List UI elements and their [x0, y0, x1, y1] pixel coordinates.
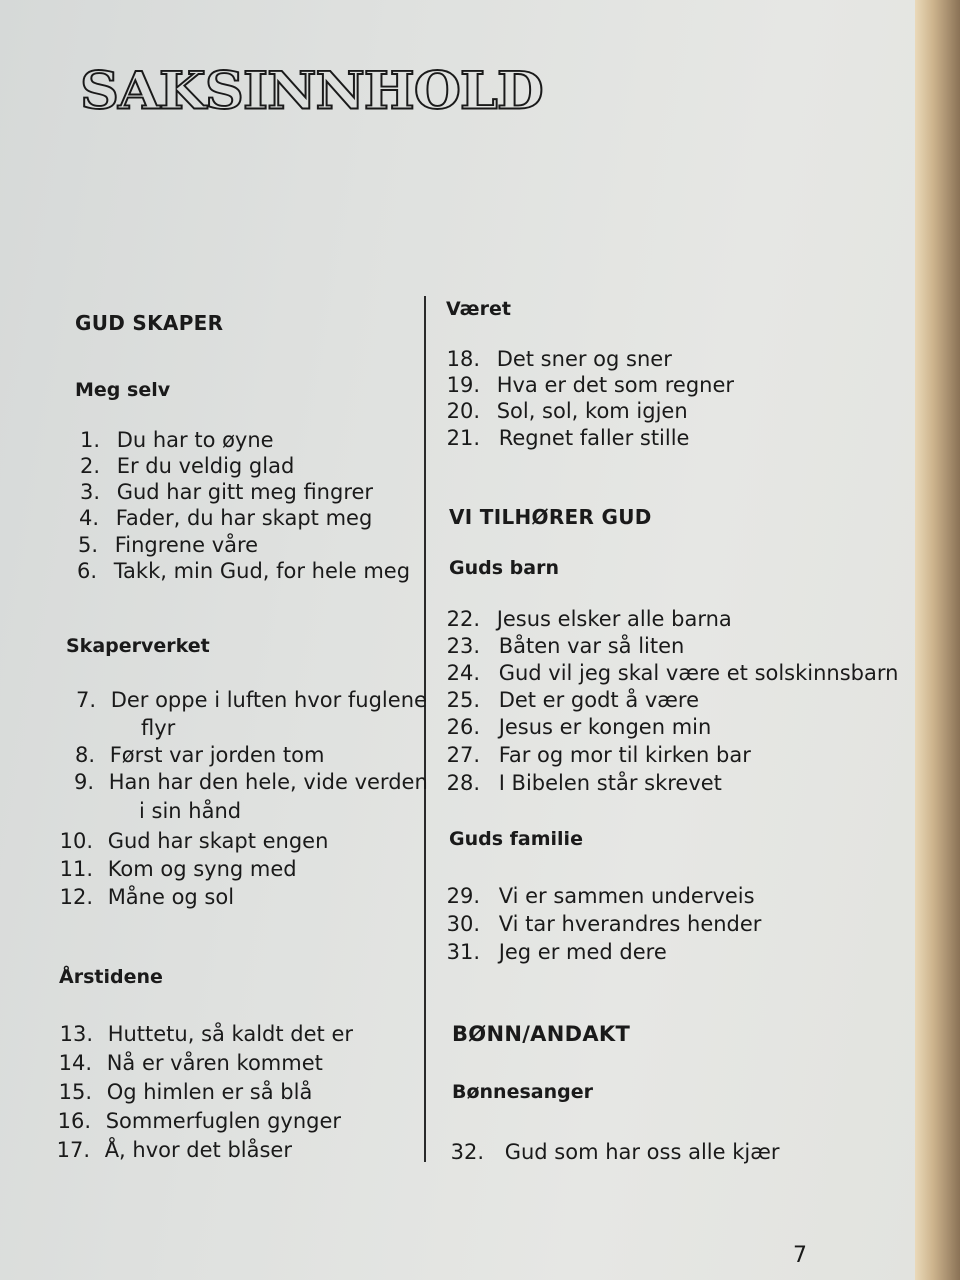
list-item — [446, 770, 722, 797]
item-number: 20. — [446, 399, 480, 423]
item-number: 5. — [77, 533, 98, 557]
item-title: Nå er våren kommet — [106, 1051, 323, 1075]
item-number: 14. — [58, 1051, 92, 1075]
list-item — [446, 883, 755, 910]
item-title: Båten var så liten — [498, 634, 685, 658]
item-title: Far og mor til kirken bar — [498, 743, 751, 767]
subheading-bonnesanger: Bønnesanger — [452, 1081, 593, 1103]
item-number: 10. — [59, 829, 93, 853]
item-number: 17. — [56, 1138, 90, 1162]
section-heading-vi-tilhorer-gud: VI TILHØRER GUD — [449, 505, 652, 529]
subheading-arstidene: Årstidene — [59, 966, 163, 988]
item-title: Hva er det som regner — [496, 373, 735, 397]
subheading-guds-familie: Guds familie — [449, 828, 583, 850]
item-number: 29. — [446, 884, 480, 908]
list-item — [54, 1137, 292, 1164]
list-item — [78, 427, 274, 454]
item-number: 1. — [79, 428, 100, 452]
item-title: Og himlen er så blå — [106, 1080, 313, 1104]
item-title: Vi tar hverandres hender — [498, 912, 762, 936]
section-heading-gud-skaper: GUD SKAPER — [75, 311, 224, 335]
section-heading-bonn-andakt: BØNN/ANDAKT — [452, 1022, 631, 1046]
list-item — [78, 453, 294, 480]
item-number: 2. — [79, 454, 100, 478]
list-item — [55, 1108, 341, 1135]
item-title: Gud har skapt engen — [107, 829, 329, 853]
item-title-continuation: flyr — [141, 716, 176, 740]
item-number: 31. — [446, 940, 480, 964]
item-title: Er du veldig glad — [116, 454, 295, 478]
item-title: Måne og sol — [107, 885, 235, 909]
list-item — [446, 687, 699, 714]
item-number: 13. — [59, 1022, 93, 1046]
item-title: I Bibelen står skrevet — [498, 771, 722, 795]
item-number: 3. — [79, 480, 100, 504]
item-number: 7. — [75, 688, 96, 712]
list-item — [57, 828, 328, 855]
item-title: Gud vil jeg skal være et solskinnsbarn — [498, 661, 899, 685]
list-item — [56, 1050, 323, 1077]
list-item — [75, 558, 410, 585]
item-number: 24. — [446, 661, 480, 685]
item-number: 12. — [59, 885, 93, 909]
item-title: Det er godt å være — [498, 688, 700, 712]
item-number: 21. — [446, 426, 480, 450]
page-title: SAKSINNHOLD — [80, 60, 543, 121]
list-item — [446, 633, 684, 660]
item-number: 9. — [73, 770, 94, 794]
item-number: 26. — [446, 715, 480, 739]
item-number: 6. — [76, 559, 97, 583]
list-item — [446, 606, 732, 633]
item-number: 25. — [446, 688, 480, 712]
list-item — [446, 372, 734, 399]
item-title: Først var jorden tom — [109, 743, 325, 767]
list-item — [67, 742, 324, 769]
page-number: 7 — [793, 1243, 807, 1268]
list-item — [57, 884, 234, 911]
item-title: Å, hvor det blåser — [104, 1138, 292, 1162]
item-title: Sommerfuglen gynger — [105, 1109, 342, 1133]
item-title: Jeg er med dere — [498, 940, 667, 964]
list-item — [446, 714, 711, 741]
list-item — [446, 939, 667, 966]
item-number: 4. — [78, 506, 99, 530]
item-number: 15. — [58, 1080, 92, 1104]
item-title: Fader, du har skapt meg — [115, 506, 373, 530]
item-title: Det sner og sner — [496, 347, 672, 371]
list-item — [66, 769, 428, 796]
item-title: Gud har gitt meg fingrer — [116, 480, 374, 504]
item-title: Takk, min Gud, for hele meg — [113, 559, 411, 583]
list-item — [68, 687, 427, 714]
item-title: Sol, sol, kom igjen — [496, 399, 688, 423]
item-title: Jesus er kongen min — [498, 715, 712, 739]
item-number: 16. — [57, 1109, 91, 1133]
list-item — [446, 398, 688, 425]
item-title: Der oppe i luften hvor fuglene — [110, 688, 427, 712]
column-divider — [424, 296, 426, 1162]
item-title: Gud som har oss alle kjær — [504, 1140, 780, 1164]
list-item — [446, 742, 751, 769]
list-item — [446, 425, 689, 452]
item-number: 32. — [450, 1140, 484, 1164]
list-item — [78, 479, 373, 506]
item-title: Fingrene våre — [114, 533, 259, 557]
list-item — [77, 505, 372, 532]
item-number: 8. — [74, 743, 95, 767]
item-title: Kom og syng med — [107, 857, 297, 881]
item-number: 23. — [446, 634, 480, 658]
list-item — [446, 346, 672, 373]
list-item — [446, 911, 761, 938]
item-number: 19. — [446, 373, 480, 397]
item-number: 27. — [446, 743, 480, 767]
list-item — [57, 856, 297, 883]
list-item — [76, 532, 258, 559]
item-number: 28. — [446, 771, 480, 795]
item-title: Jesus elsker alle barna — [496, 607, 732, 631]
item-title: Vi er sammen underveis — [498, 884, 755, 908]
item-number: 22. — [446, 607, 480, 631]
subheading-skaperverket: Skaperverket — [66, 635, 210, 657]
item-title: Regnet faller stille — [498, 426, 690, 450]
list-item — [446, 660, 898, 687]
subheading-meg-selv: Meg selv — [75, 379, 171, 401]
item-number: 11. — [59, 857, 93, 881]
item-title-continuation: i sin hånd — [139, 799, 242, 823]
item-number: 30. — [446, 912, 480, 936]
item-title: Du har to øyne — [116, 428, 274, 452]
item-title: Han har den hele, vide verden — [108, 770, 428, 794]
subheading-guds-barn: Guds barn — [449, 557, 559, 579]
item-title: Huttetu, så kaldt det er — [107, 1022, 354, 1046]
list-item — [56, 1079, 312, 1106]
item-number: 18. — [446, 347, 480, 371]
list-item — [450, 1139, 779, 1166]
book-edge — [915, 0, 960, 1280]
list-item — [57, 1021, 353, 1048]
subheading-varet: Været — [446, 298, 511, 320]
